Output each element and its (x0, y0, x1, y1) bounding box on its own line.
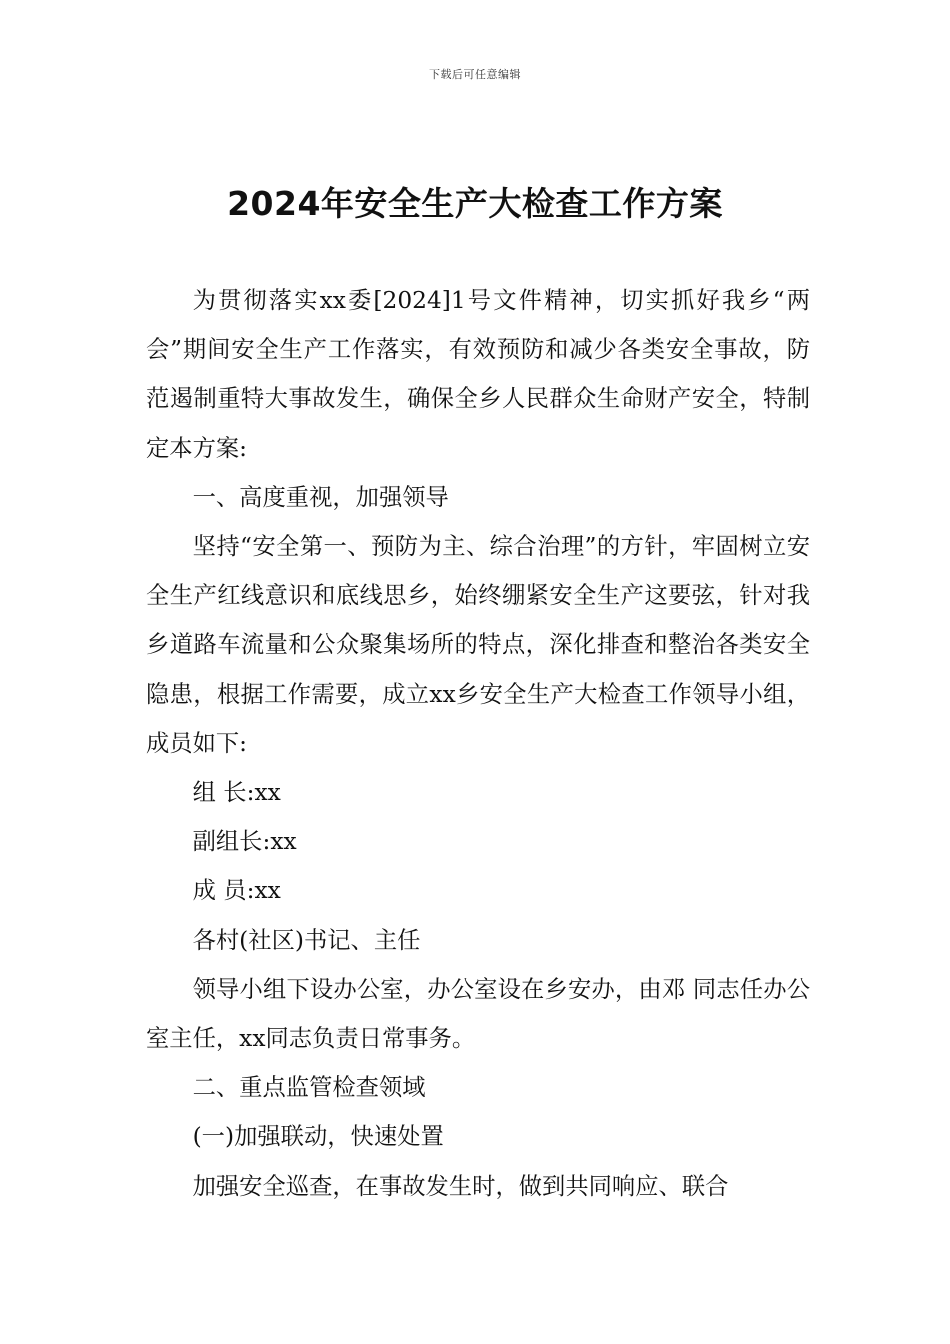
member-village-heads: 各村(社区)书记、主任 (192, 926, 421, 954)
document-title: 2024年安全生产大检查工作方案 (227, 184, 723, 223)
member-leader: 组 长:xx (192, 779, 281, 807)
page-header-note: 下载后可任意编辑 (429, 68, 521, 81)
section-heading-1: 一、高度重视，加强领导 (192, 483, 449, 511)
paragraph-principle: 坚持“安全第一、预防为主、综合治理”的方针，牢固树立安全生产红线意识和底线思乡，始终绷紧安全生产这要弦，针对我乡道路车流量和公众聚集场所的特点，深化排查和整治各类安全隐患，根据工作需要，成立xx乡安全生产大检查工作领导小组，成员如下: (146, 533, 810, 757)
paragraph-office: 领导小组下设办公室，办公室设在乡安办，由邓 同志任办公室主任，xx同志负责日常事务。 (146, 975, 810, 1053)
member-staff: 成 员:xx (192, 877, 281, 905)
document-body (146, 276, 810, 1211)
member-deputy: 副组长:xx (192, 828, 297, 856)
subsection-heading-1: (一)加强联动，快速处置 (192, 1123, 444, 1151)
section-heading-2: 二、重点监管检查领域 (192, 1074, 426, 1102)
paragraph-patrol: 加强安全巡查，在事故发生时，做到共同响应、联合 (192, 1172, 729, 1200)
paragraph-intro: 为贯彻落实xx委[2024]1号文件精神，切实抓好我乡“两会”期间安全生产工作落实，有效预防和减少各类安全事故，防范遏制重特大事故发生，确保全乡人民群众生命财产安全，特制定本方案: (146, 287, 810, 462)
